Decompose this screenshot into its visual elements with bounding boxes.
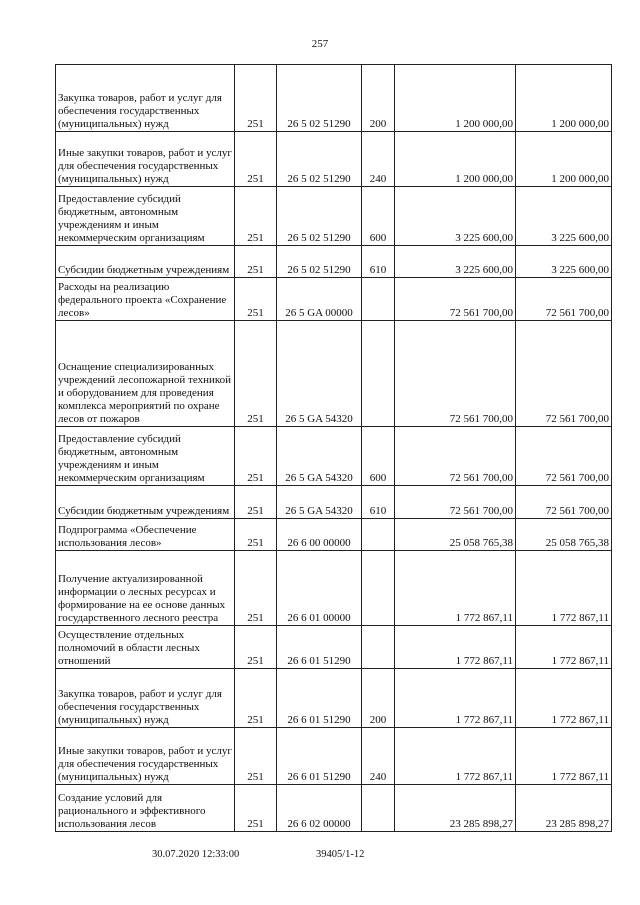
row-name: Иные закупки товаров, работ и услуг для обеспечения государственных (муниципальных) нужд	[56, 132, 235, 187]
table-row	[56, 626, 612, 669]
row-sum-2021: 72 561 700,00	[395, 321, 516, 427]
row-target-article: 26 6 00 00000	[277, 519, 362, 551]
row-sum-2021: 3 225 600,00	[395, 187, 516, 246]
row-name: Оснащение специализированных учреждений лесопожарной техникой и оборудованием для проведения комплекса мероприятий по охране лесов от пожаров	[56, 321, 235, 427]
table-row	[56, 785, 612, 832]
row-sum-2022: 1 772 867,11	[516, 669, 612, 728]
row-sum-2022: 72 561 700,00	[516, 278, 612, 321]
row-expense-type: 240	[362, 728, 395, 785]
row-sum-2022: 72 561 700,00	[516, 486, 612, 519]
table-row	[56, 278, 612, 321]
row-code: 251	[235, 246, 277, 278]
row-expense-type	[362, 626, 395, 669]
row-name: Субсидии бюджетным учреждениям	[56, 246, 235, 278]
budget-table	[55, 64, 612, 832]
row-target-article: 26 6 01 51290	[277, 669, 362, 728]
row-code: 251	[235, 65, 277, 132]
row-target-article: 26 5 02 51290	[277, 246, 362, 278]
row-target-article: 26 5 GA 54320	[277, 427, 362, 486]
row-code: 251	[235, 728, 277, 785]
row-sum-2022: 72 561 700,00	[516, 321, 612, 427]
row-name: Субсидии бюджетным учреждениям	[56, 486, 235, 519]
row-expense-type: 610	[362, 486, 395, 519]
row-expense-type: 240	[362, 132, 395, 187]
table-row	[56, 486, 612, 519]
row-sum-2022: 1 200 000,00	[516, 65, 612, 132]
row-sum-2021: 25 058 765,38	[395, 519, 516, 551]
row-sum-2022: 1 200 000,00	[516, 132, 612, 187]
row-sum-2021: 23 285 898,27	[395, 785, 516, 832]
row-sum-2021: 1 772 867,11	[395, 551, 516, 626]
row-code: 251	[235, 669, 277, 728]
row-sum-2021: 72 561 700,00	[395, 278, 516, 321]
row-expense-type: 610	[362, 246, 395, 278]
row-code: 251	[235, 427, 277, 486]
row-expense-type: 200	[362, 65, 395, 132]
page-number: 257	[311, 38, 329, 50]
row-target-article: 26 5 GA 00000	[277, 278, 362, 321]
row-target-article: 26 5 GA 54320	[277, 321, 362, 427]
budget-table-body	[56, 65, 612, 832]
row-name: Получение актуализированной информации о лесных ресурсах и формирование на ее основе данных государственного лесного реестра	[56, 551, 235, 626]
table-row	[56, 427, 612, 486]
table-row	[56, 246, 612, 278]
row-sum-2022: 3 225 600,00	[516, 246, 612, 278]
row-name: Создание условий для рационального и эффективного использования лесов	[56, 785, 235, 832]
row-sum-2022: 23 285 898,27	[516, 785, 612, 832]
row-name: Предоставление субсидий бюджетным, автономным учреждениям и иным некоммерческим организациям	[56, 427, 235, 486]
row-name: Предоставление субсидий бюджетным, автономным учреждениям и иным некоммерческим организациям	[56, 187, 235, 246]
row-target-article: 26 6 02 00000	[277, 785, 362, 832]
row-name: Осуществление отдельных полномочий в области лесных отношений	[56, 626, 235, 669]
row-code: 251	[235, 486, 277, 519]
table-row	[56, 551, 612, 626]
row-code: 251	[235, 519, 277, 551]
row-target-article: 26 6 01 00000	[277, 551, 362, 626]
row-expense-type: 600	[362, 187, 395, 246]
row-target-article: 26 6 01 51290	[277, 728, 362, 785]
row-name: Подпрограмма «Обеспечение использования лесов»	[56, 519, 235, 551]
footer-doc-number: 39405/1-12	[316, 849, 365, 860]
row-code: 251	[235, 278, 277, 321]
row-code: 251	[235, 551, 277, 626]
row-sum-2022: 1 772 867,11	[516, 626, 612, 669]
footer-datetime: 30.07.2020 12:33:00	[152, 849, 240, 860]
row-name: Расходы на реализацию федерального проекта «Сохранение лесов»	[56, 278, 235, 321]
table-row	[56, 132, 612, 187]
row-sum-2021: 1 772 867,11	[395, 728, 516, 785]
row-sum-2022: 25 058 765,38	[516, 519, 612, 551]
row-expense-type: 600	[362, 427, 395, 486]
row-sum-2021: 1 772 867,11	[395, 626, 516, 669]
table-row	[56, 187, 612, 246]
row-sum-2021: 1 200 000,00	[395, 65, 516, 132]
table-row	[56, 669, 612, 728]
row-code: 251	[235, 187, 277, 246]
row-sum-2021: 72 561 700,00	[395, 427, 516, 486]
row-target-article: 26 5 02 51290	[277, 65, 362, 132]
row-name: Закупка товаров, работ и услуг для обеспечения государственных (муниципальных) нужд	[56, 669, 235, 728]
row-expense-type	[362, 321, 395, 427]
row-expense-type	[362, 785, 395, 832]
row-name: Закупка товаров, работ и услуг для обеспечения государственных (муниципальных) нужд	[56, 65, 235, 132]
row-code: 251	[235, 321, 277, 427]
row-sum-2021: 1 200 000,00	[395, 132, 516, 187]
row-sum-2022: 3 225 600,00	[516, 187, 612, 246]
table-row	[56, 321, 612, 427]
row-target-article: 26 5 02 51290	[277, 132, 362, 187]
row-target-article: 26 6 01 51290	[277, 626, 362, 669]
row-sum-2022: 1 772 867,11	[516, 551, 612, 626]
row-sum-2021: 3 225 600,00	[395, 246, 516, 278]
row-code: 251	[235, 626, 277, 669]
row-sum-2022: 72 561 700,00	[516, 427, 612, 486]
row-sum-2021: 1 772 867,11	[395, 669, 516, 728]
table-row	[56, 65, 612, 132]
row-target-article: 26 5 GA 54320	[277, 486, 362, 519]
row-expense-type: 200	[362, 669, 395, 728]
row-expense-type	[362, 519, 395, 551]
row-code: 251	[235, 132, 277, 187]
table-row	[56, 519, 612, 551]
row-target-article: 26 5 02 51290	[277, 187, 362, 246]
row-sum-2021: 72 561 700,00	[395, 486, 516, 519]
row-expense-type	[362, 278, 395, 321]
table-row	[56, 728, 612, 785]
row-expense-type	[362, 551, 395, 626]
row-sum-2022: 1 772 867,11	[516, 728, 612, 785]
row-name: Иные закупки товаров, работ и услуг для обеспечения государственных (муниципальных) нужд	[56, 728, 235, 785]
row-code: 251	[235, 785, 277, 832]
